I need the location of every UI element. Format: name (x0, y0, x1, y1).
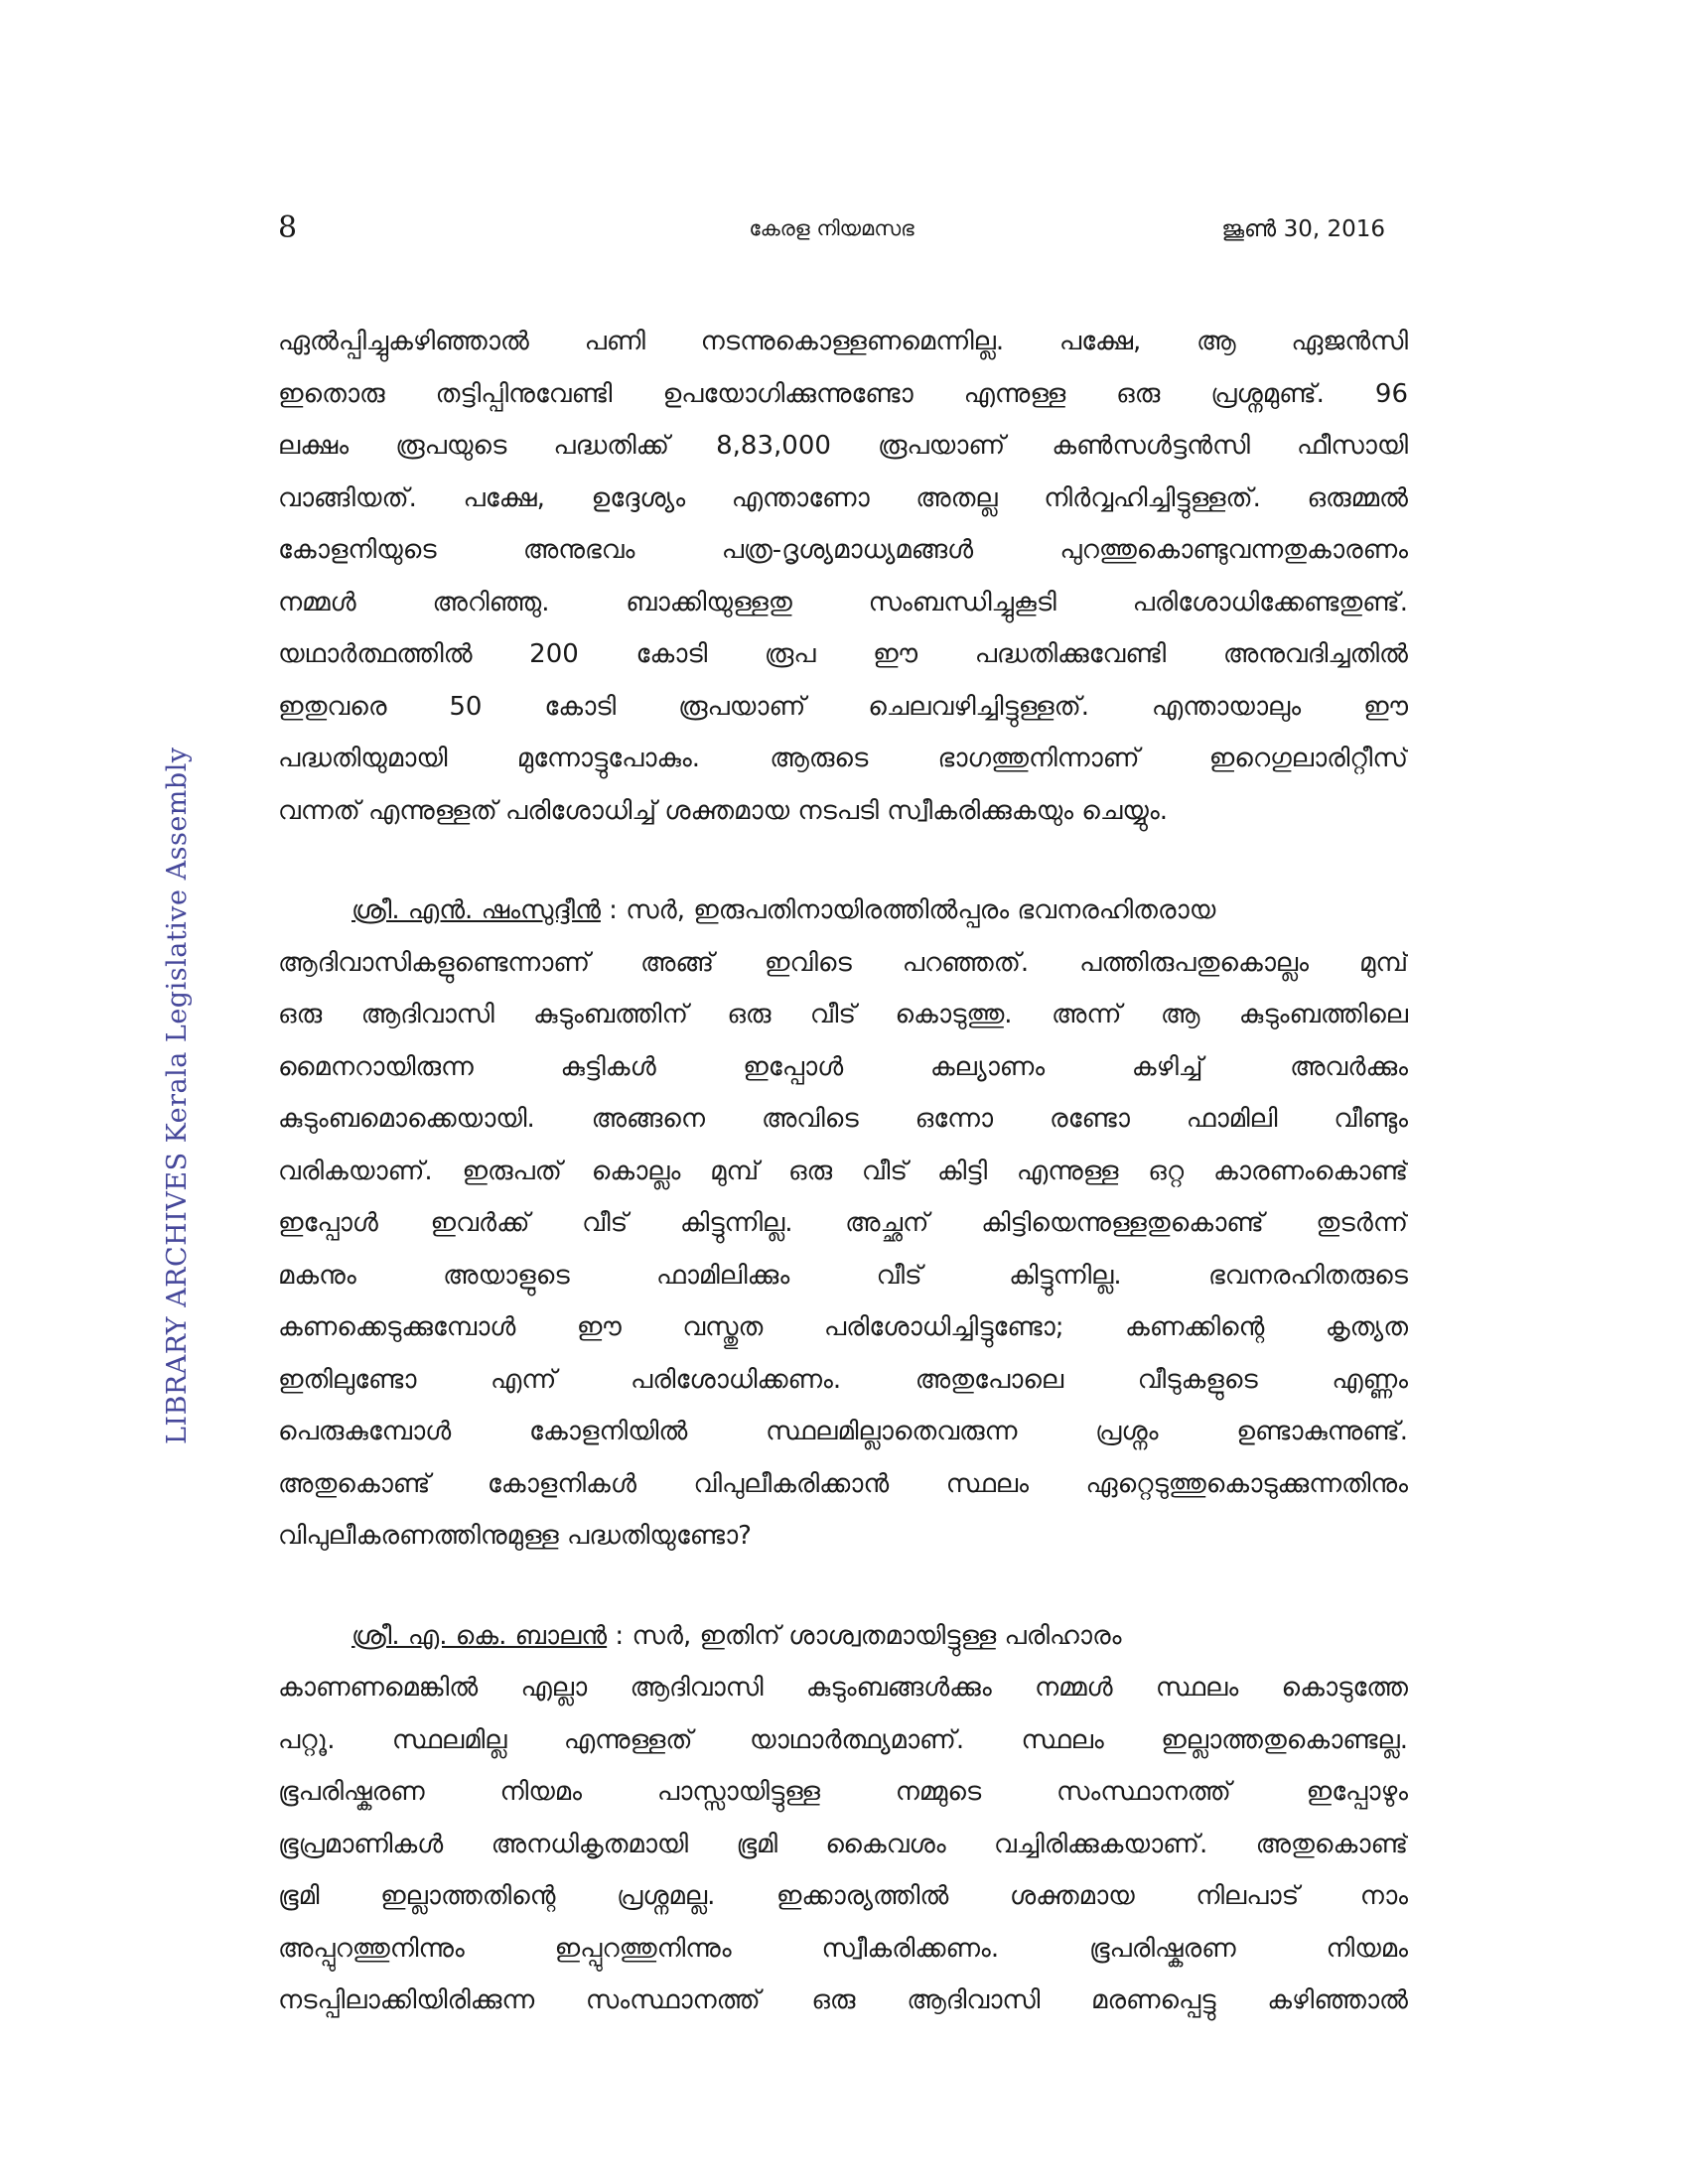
assembly-name: കേരള നിയമസഭ (749, 216, 914, 240)
text-line: ആദിവാസികളുണ്ടെന്നാണ് അങ്ങ് ഇവിടെ പറഞ്ഞത്. പത്തിരുപതുകൊല്ലം മുമ്പ് (278, 947, 1408, 978)
text-line: കുടുംബമൊക്കെയായി. അങ്ങനെ അവിടെ ഒന്നോ രണ്ടോ ഫാമിലി വീണ്ടും (278, 1104, 1408, 1134)
text-line: കോളനിയുടെ അനുഭവം പത്ര-ദൃശ്യമാധ്യമങ്ങൾ പുറത്തുകൊണ്ടുവന്നതുകാരണം (278, 535, 1408, 565)
paragraph-minister-reply (278, 316, 1408, 837)
document-body (278, 316, 1408, 2027)
text-line: കാണണമെങ്കിൽ എല്ലാ ആദിവാസി കുടുംബങ്ങൾക്കും നമ്മൾ സ്ഥലം കൊടുത്തേ (278, 1673, 1408, 1703)
page-number: 8 (278, 210, 298, 245)
text-line: നമ്മൾ അറിഞ്ഞു. ബാക്കിയുള്ളതു സംബന്ധിച്ചുകൂടി പരിശോധിക്കേണ്ടതുണ്ട്. (278, 587, 1408, 617)
text-line: ഇതൊരു തട്ടിപ്പിനുവേണ്ടി ഉപയോഗിക്കുന്നുണ്ടോ എന്നുള്ള ഒരു പ്രശ്നമുണ്ട്. 96 (278, 378, 1408, 409)
text-line: ഭൂപ്രമാണികൾ അനധികൃതമായി ഭൂമി കൈവശം വച്ചിരിക്കുകയാണ്. അതുകൊണ്ട് (278, 1829, 1408, 1859)
text-line: മൈനറായിരുന്ന കുട്ടികൾ ഇപ്പോൾ കല്യാണം കഴിച്ച് അവർക്കും (278, 1051, 1408, 1082)
speech-text: : സർ, ഇതിന് ശാശ്വതമായിട്ടുള്ള പരിഹാരം (607, 1620, 1122, 1651)
text-line: ഭൂമി ഇല്ലാത്തതിന്റെ പ്രശ്നമല്ല. ഇക്കാര്യത്തിൽ ശക്തമായ നിലപാട് നാം (278, 1881, 1408, 1911)
text-line: പദ്ധതിയുമായി മുന്നോട്ടുപോകും. ആരുടെ ഭാഗത്തുനിന്നാണ് ഇറെഗുലാരിറ്റീസ് (278, 744, 1408, 773)
page-header (278, 210, 1385, 260)
text-line: ഇതിലുണ്ടോ എന്ന് പരിശോധിക്കണം. അതുപോലെ വീടുകളുടെ എണ്ണം (278, 1364, 1408, 1395)
text-line (278, 885, 1408, 937)
text-line: പെരുകുമ്പോൾ കോളനിയിൽ സ്ഥലമില്ലാതെവരുന്ന പ്രശ്നം ഉണ്ടാകുന്നുണ്ട്. (278, 1417, 1408, 1446)
text-line: ഏൽപ്പിച്ചുകഴിഞ്ഞാൽ പണി നടന്നുകൊള്ളണമെന്നില്ല. പക്ഷേ, ആ ഏജൻസി (278, 327, 1408, 356)
library-watermark: LIBRARY ARCHIVES Kerala Legislative Assembly (162, 747, 193, 1444)
text-line: കണക്കെടുക്കുമ്പോൾ ഈ വസ്തുത പരിശോധിച്ചിട്ടുണ്ടോ; കണക്കിന്റെ കൃത്യത (278, 1312, 1408, 1342)
speaker-name: ശ്രീ. എ. കെ. ബാലൻ (352, 1620, 608, 1651)
text-line: അതുകൊണ്ട് കോളനികൾ വിപുലീകരിക്കാൻ സ്ഥലം ഏറ്റെടുത്തുകൊടുക്കുന്നതിനും (278, 1468, 1408, 1499)
text-line (278, 1610, 1408, 1663)
text-line: ലക്ഷം രൂപയുടെ പദ്ധതിക്ക് 8,83,000 രൂപയാണ് കൺസൾട്ടൻസി ഫീസായി (278, 431, 1408, 461)
text-line: യഥാർത്ഥത്തിൽ 200 കോടി രൂപ ഈ പദ്ധതിക്കുവേണ്ടി അനുവദിച്ചതിൽ (278, 639, 1408, 669)
text-line: പറ്റൂ. സ്ഥലമില്ല എന്നുള്ളത് യാഥാർത്ഥ്യമാണ്. സ്ഥലം ഇല്ലാത്തതുകൊണ്ടല്ല. (278, 1724, 1408, 1755)
text-line: ഒരു ആദിവാസി കുടുംബത്തിന് ഒരു വീട് കൊടുത്തു. അന്ന് ആ കുടുംബത്തിലെ (278, 1000, 1408, 1029)
paragraph-shamsudeen (278, 885, 1408, 1563)
text-line: വിപുലീകരണത്തിനുമുള്ള പദ്ധതിയുണ്ടോ? (278, 1521, 752, 1551)
text-line: ഭൂപരിഷ്കരണ നിയമം പാസ്സായിട്ടുള്ള നമ്മുടെ സംസ്ഥാനത്ത് ഇപ്പോഴും (278, 1777, 1408, 1807)
text-line: വാങ്ങിയത്. പക്ഷേ, ഉദ്ദേശ്യം എന്താണോ അതല്ല നിർവ്വഹിച്ചിട്ടുള്ളത്. ഒരുമ്മൽ (278, 482, 1408, 513)
speech-text: : സർ, ഇരുപതിനായിരത്തിൽപ്പരം ഭവനരഹിതരായ (600, 895, 1216, 925)
text-line: ഇപ്പോൾ ഇവർക്ക് വീട് കിട്ടുന്നില്ല. അച്ഛന് കിട്ടിയെന്നുള്ളതുകൊണ്ട് തുടർന്ന് (278, 1208, 1408, 1238)
text-line: വരികയാണ്. ഇരുപത് കൊല്ലം മുമ്പ് ഒരു വീട് കിട്ടി എന്നുള്ള ഒറ്റ കാരണംകൊണ്ട് (278, 1156, 1408, 1186)
text-line: ഇതുവരെ 50 കോടി രൂപയാണ് ചെലവഴിച്ചിട്ടുള്ളത്. എന്തായാലും ഈ (278, 691, 1408, 722)
text-line: മകനും അയാളുടെ ഫാമിലിക്കും വീട് കിട്ടുന്നില്ല. ഭവനരഹിതരുടെ (278, 1260, 1408, 1291)
text-line: അപ്പുറത്തുനിന്നും ഇപ്പുറത്തുനിന്നും സ്വീകരിക്കണം. ഭൂപരിഷ്കരണ നിയമം (278, 1933, 1408, 1964)
session-date: ജൂൺ 30, 2016 (1221, 216, 1385, 242)
text-line: വന്നത് എന്നുള്ളത് പരിശോധിച്ച് ശക്തമായ നടപടി സ്വീകരിക്കുകയും ചെയ്യും. (278, 795, 1168, 826)
paragraph-balan (278, 1610, 1408, 2027)
speaker-name: ശ്രീ. എൻ. ഷംസുദ്ദീൻ (352, 895, 601, 925)
text-line: നടപ്പിലാക്കിയിരിക്കുന്ന സംസ്ഥാനത്ത് ഒരു ആദിവാസി മരണപ്പെട്ടു കഴിഞ്ഞാൽ (278, 1985, 1408, 2015)
